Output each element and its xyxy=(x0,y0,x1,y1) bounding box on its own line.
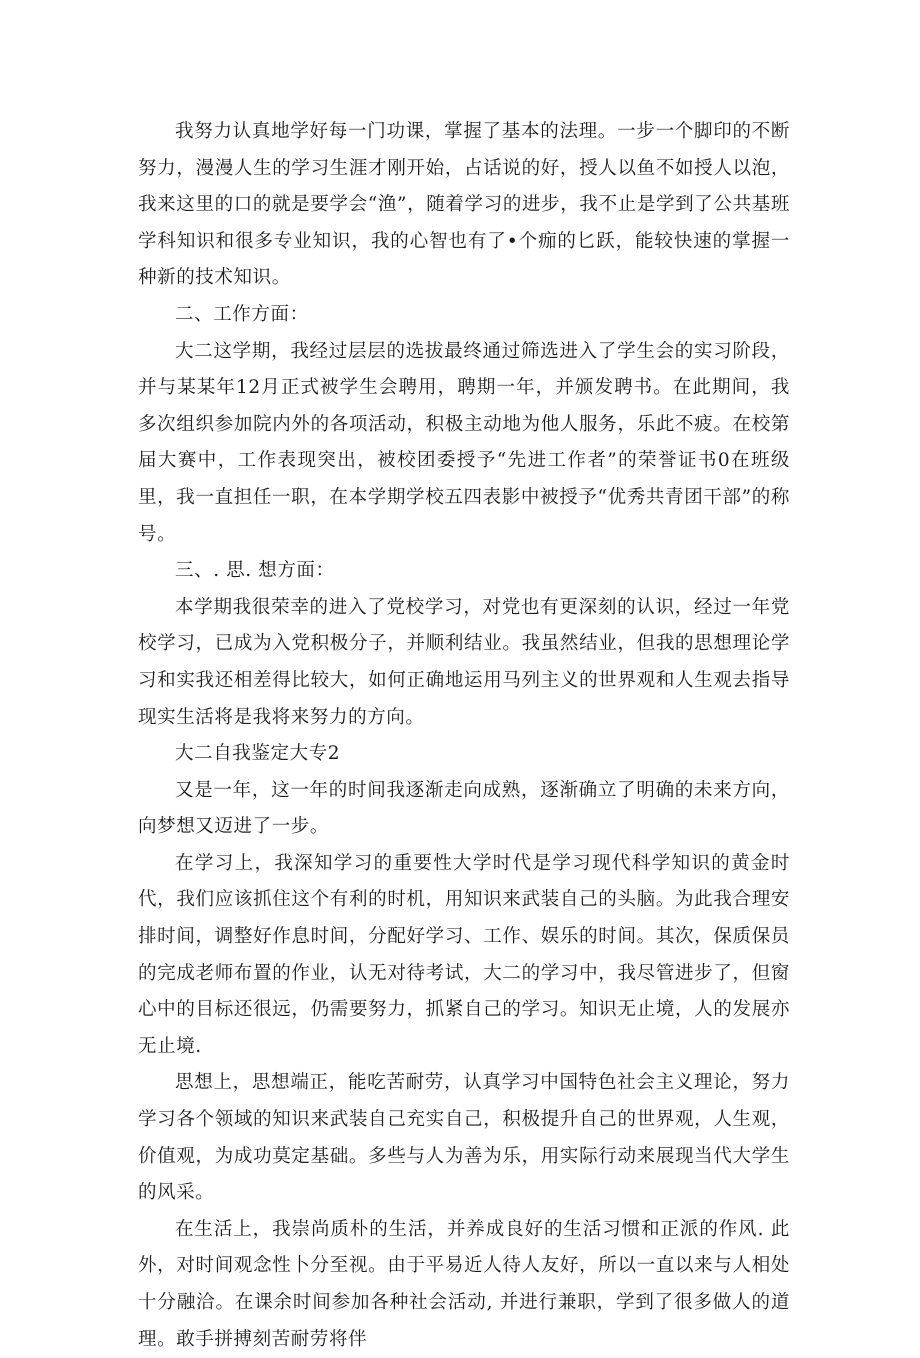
paragraph-intro: 又是一年，这一年的时间我逐渐走向成熟，逐渐确立了明确的未来方向，向梦想又迈进了一步。 xyxy=(138,779,790,838)
document-subtitle: 大二自我鉴定大专2 xyxy=(175,743,341,765)
paragraph-work: 大二这学期，我经过层层的选拔最终通过筛选进入了学生会的实习阶段，并与某某年12月正式被学生会聘用，聘期一年，并颁发聘书。在此期间，我多次组织参加院内外的各项活动，积极主动地为他人服务，乐此不疲。在校第届大赛中，工作表现突出，被校团委授予“先进工作者”的荣誉证书0在班级里，我一直担任一职，在本学期学校五四表影中被授予“优秀共青团干部”的称号。 xyxy=(138,340,790,545)
paragraph-study: 我努力认真地学好每一门功课，掌握了基本的法理。一步一个脚印的不断努力，漫漫人生的学习生涯才刚开始，占话说的好，授人以鱼不如授人以泡，我来这里的口的就是要学会“渔”，随着学习的进步，我不止是学到了公共基班学科知识和很多专业知识，我的心智也有了•个痂的匕跃，能较快速的掌握一种新的技术知识。 xyxy=(138,121,790,289)
section-heading-thought: 三、. 思. 想方面： xyxy=(175,560,335,582)
paragraph-thought: 本学期我很荣幸的进入了党校学习，对党也有更深刻的认识，经过一年党校学习，已成为入党积极分子，并顺利结业。我虽然结业，但我的思想理论学习和实我还相差得比较大，如何正确地运用马列主义的世界观和人生观去指导现实生活将是我将来努力的方向。 xyxy=(138,596,790,728)
document-body xyxy=(138,114,790,1358)
paragraph-life: 在生活上，我崇尚质朴的生活，并养成良好的生活习惯和正派的作风. 此外，对时间观念性卜分至视。由于平易近人待人友好，所以一直以来与人相处十分融洽。在课余时间参加各种社会活动, 并进行兼职，学到了很多做人的道理。敢手拼搏刻苦耐劳将伴 xyxy=(138,1218,790,1350)
section-heading-work: 二、工作方面： xyxy=(175,303,309,325)
paragraph-learning: 在学习上，我深知学习的重要性大学时代是学习现代科学知识的黄金时代，我们应该抓住这个有利的时机，用知识来武装自己的头脑。为此我合理安排时间，调整好作息时间，分配好学习、工作、娱乐的时间。其次，保质保员的完成老师布置的作业，认无对待考试，大二的学习中，我尽管进步了，但窗心中的目标还很远，仍需要努力，抓紧自己的学习。知识无止境，人的发展亦无止境. xyxy=(138,852,790,1057)
paragraph-ideology: 思想上，思想端正，能吃苦耐劳，认真学习中国特色社会主义理论，努力学习各个领域的知识来武装自己充实自己，积极提升自己的世界观，人生观，价值观，为成功莫定基础。多些与人为善为乐，用实际行动来展现当代大学生的风采。 xyxy=(138,1072,790,1204)
